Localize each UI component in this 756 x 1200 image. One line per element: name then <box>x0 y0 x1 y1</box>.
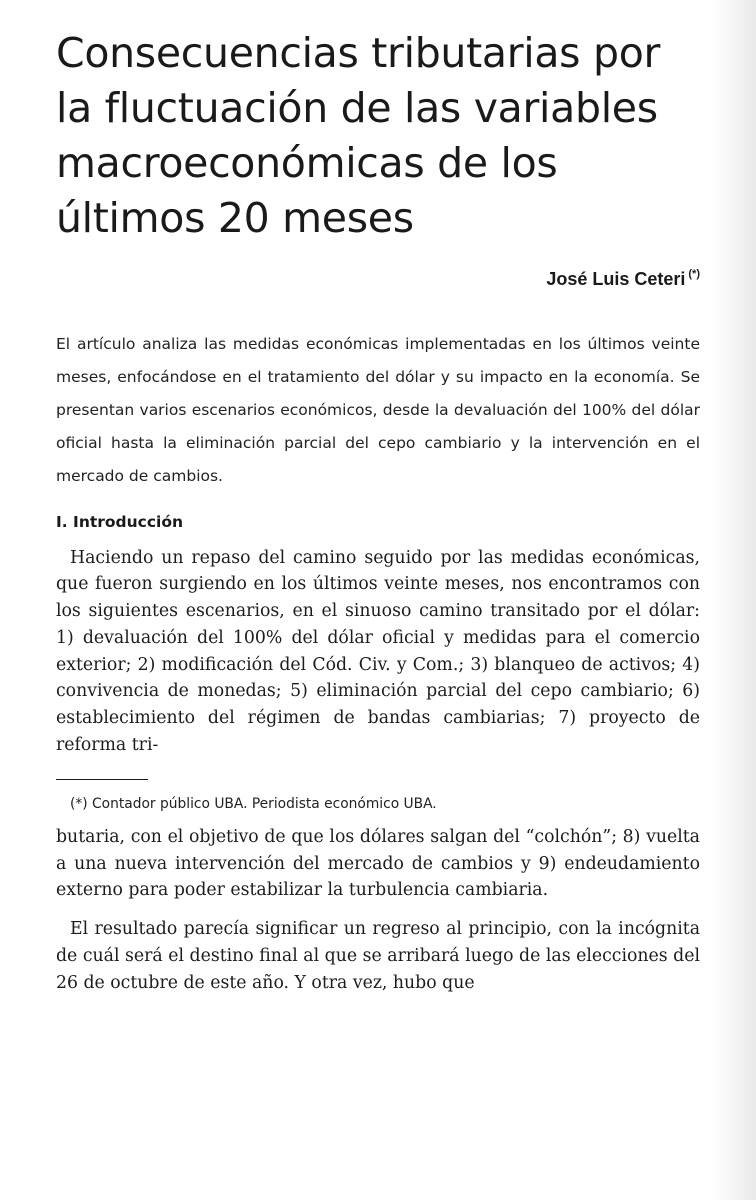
body-paragraph-1-continued: butaria, con el objetivo de que los dólares salgan del “colchón”; 8) vuelta a una nueva intervención del mercado de cambios y 9) endeudamiento externo para poder estabilizar la turbulencia cambiaria. <box>56 826 700 901</box>
footnote-divider <box>56 779 148 780</box>
footnote: (*) Contador público UBA. Periodista económico UBA. <box>70 795 437 812</box>
author-line <box>56 268 700 290</box>
body-paragraph-1: Haciendo un repaso del camino seguido por las medidas económicas, que fueron surgiendo en los últimos veinte meses, nos encontramos con los siguientes escenarios, en el sinuoso camino transitado por el dólar: 1) devaluación del 100% del dólar oficial y medidas para el comercio exterior; 2) modificación del Cód. Civ. y Com.; 3) blanqueo de activos; 4) convivencia de monedas; 5) eliminación parcial del cepo cambiario; 6) establecimiento del régimen de bandas cambiarias; 7) proyecto de reforma tri- <box>56 547 700 756</box>
author-name: José Luis Ceteri <box>546 269 686 289</box>
section-heading: I. Introducción <box>56 512 184 531</box>
article-abstract: El artículo analiza las medidas económicas implementadas en los últimos veinte meses, enfocándose en el tratamiento del dólar y su impacto en la economía. Se presentan varios escenarios económicos, desde la devaluación del 100% del dólar oficial hasta la eliminación parcial del cepo cambiario y la intervención en el mercado de cambios. <box>56 335 700 485</box>
body-paragraph-2: El resultado parecía significar un regreso al principio, con la incógnita de cuál será el destino final al que se arribará luego de las elecciones del 26 de octubre de este año. Y otra vez, hubo que <box>56 919 700 993</box>
article-title: Consecuencias tributarias por la fluctuación de las variables macroeconómicas de los últimos 20 meses <box>56 29 661 242</box>
author-footnote-mark: (*) <box>688 268 700 280</box>
page-edge-shadow <box>712 0 756 1200</box>
article-page <box>56 0 700 997</box>
